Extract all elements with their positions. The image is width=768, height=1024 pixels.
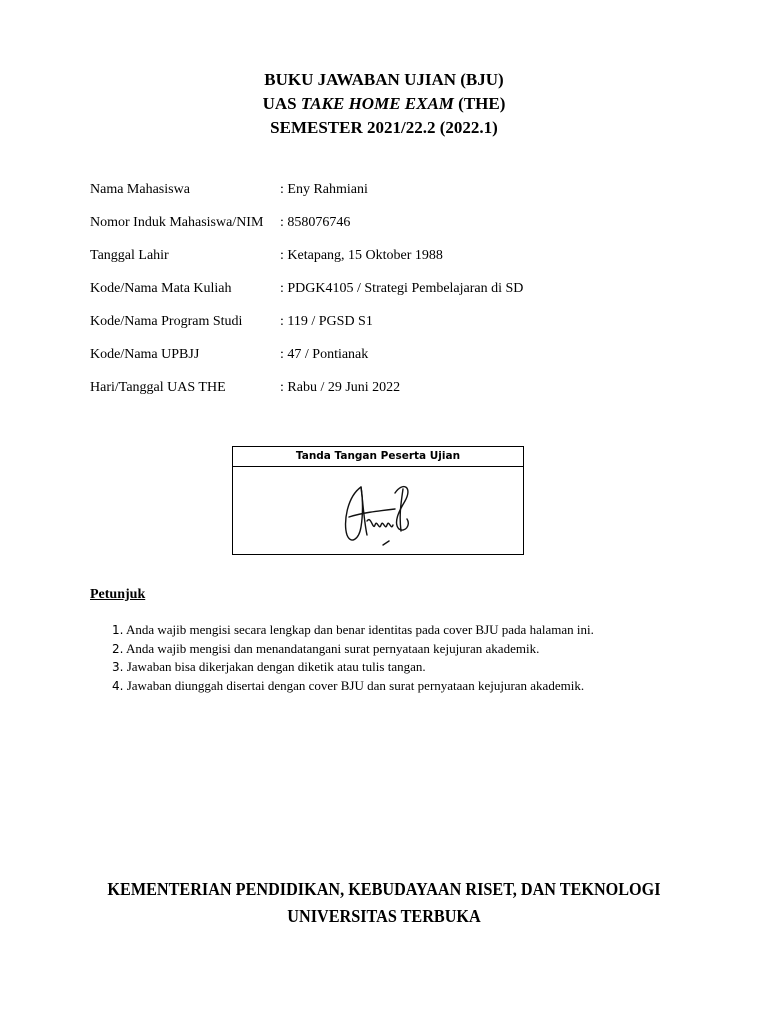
list-item-text: Jawaban bisa dikerjakan dengan diketik atau tulis tangan. — [123, 659, 426, 674]
list-item-text: Jawaban diunggah disertai dengan cover BJU dan surat pernyataan kejujuran akademik. — [123, 677, 585, 693]
identity-label: Nomor Induk Mahasiswa/NIM — [90, 215, 264, 230]
list-item — [112, 640, 732, 659]
identity-row-nama — [90, 181, 690, 214]
list-item — [112, 621, 732, 640]
institution-footer — [38, 876, 729, 930]
identity-label: Kode/Nama Program Studi — [90, 314, 243, 329]
take-home-exam-italic: TAKE HOME EXAM — [300, 94, 454, 113]
list-item — [112, 677, 732, 696]
identity-table — [90, 181, 690, 412]
list-item-text: Anda wajib mengisi secara lengkap dan benar identitas pada cover BJU pada halaman ini. — [123, 622, 594, 637]
identity-label: Kode/Nama UPBJJ — [90, 347, 200, 362]
identity-row-upbjj — [90, 346, 690, 379]
list-item — [112, 658, 732, 677]
identity-value: : 858076746 — [280, 215, 351, 230]
identity-value: : Eny Rahmiani — [280, 182, 368, 197]
identity-row-nim — [90, 214, 690, 247]
title-line-bju: BUKU JAWABAN UJIAN (BJU) — [264, 70, 504, 89]
identity-value: : 119 / PGSD S1 — [280, 314, 373, 329]
instruction-list — [112, 621, 732, 695]
title-line-uas: UAS TAKE HOME EXAM (THE) — [262, 94, 506, 113]
identity-row-tanggal-lahir — [90, 247, 690, 280]
list-item-number: 2. — [112, 641, 124, 656]
signature-box — [232, 446, 524, 555]
identity-value: : Ketapang, 15 Oktober 1988 — [280, 248, 443, 263]
list-item-number: 4. — [112, 678, 124, 693]
signature-box-header: Tanda Tangan Peserta Ujian — [233, 447, 523, 467]
identity-label: Tanggal Lahir — [90, 248, 169, 263]
list-item-text: Anda wajib mengisi dan menandatangani surat pernyataan kejujuran akademik. — [123, 640, 540, 656]
identity-label: Nama Mahasiswa — [90, 182, 190, 197]
list-item-number: 1. — [112, 623, 124, 637]
petunjuk-heading: Petunjuk — [90, 587, 146, 602]
identity-label: Kode/Nama Mata Kuliah — [90, 281, 232, 296]
identity-row-program-studi — [90, 313, 690, 346]
title-line-semester: SEMESTER 2021/22.2 (2022.1) — [270, 118, 498, 137]
handwritten-signature — [337, 475, 421, 553]
identity-value: : 47 / Pontianak — [280, 347, 369, 362]
identity-value: : Rabu / 29 Juni 2022 — [280, 380, 401, 395]
university-name: UNIVERSITAS TERBUKA — [287, 906, 481, 926]
document-title — [0, 68, 768, 140]
identity-row-tanggal-uas — [90, 379, 690, 412]
list-item-number: 3. — [112, 660, 124, 674]
identity-row-mata-kuliah — [90, 280, 690, 313]
ministry-name: KEMENTERIAN PENDIDIKAN, KEBUDAYAAN RISET, DAN TEKNOLOGI — [107, 879, 661, 899]
identity-label: Hari/Tanggal UAS THE — [90, 380, 226, 395]
signature-area — [233, 467, 523, 555]
identity-value: : PDGK4105 / Strategi Pembelajaran di SD — [280, 281, 524, 296]
